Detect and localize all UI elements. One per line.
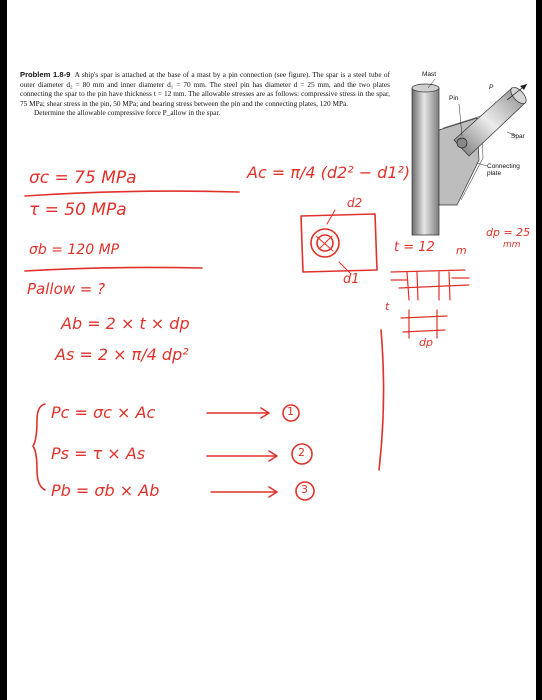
- note-d2-label: d2: [347, 196, 363, 210]
- note-dp-unit: mm: [503, 240, 521, 250]
- pin-label: Pin: [449, 95, 459, 102]
- problem-number: Problem 1.8-9: [20, 70, 71, 79]
- note-area-c: Ac = π/4 (d2² − d1²): [247, 163, 411, 182]
- note-t-unit: m: [456, 244, 467, 257]
- note-p-allow: Pallow = ?: [27, 280, 106, 298]
- note-sigma-c: σc = 75 MPa: [29, 168, 137, 188]
- note-dp-value: dp = 25: [486, 226, 531, 239]
- note-sketch-t: t: [385, 300, 390, 313]
- note-d1-label: d1: [343, 272, 360, 287]
- note-t-value: t = 12: [394, 240, 435, 255]
- note-pc: Pc = σc × Ac: [51, 403, 156, 422]
- circle-number-3: 3: [301, 483, 308, 496]
- spar-label: Spar: [511, 133, 525, 140]
- connecting-plate-label: Connecting plate: [487, 163, 520, 177]
- p-label: P: [489, 84, 494, 91]
- mast-label: Mast: [422, 71, 437, 78]
- problem-task: Determine the allowable compressive force P_allow in the spar.: [34, 108, 221, 118]
- note-as: As = 2 × π/4 dp²: [55, 345, 189, 364]
- note-sketch-dp: dp: [419, 336, 433, 349]
- note-pb: Pb = σb × Ab: [51, 481, 160, 500]
- note-ab: Ab = 2 × t × dp: [61, 314, 190, 333]
- circle-number-1: 1: [287, 405, 294, 418]
- note-ps: Ps = τ × As: [51, 444, 146, 463]
- circle-number-2: 2: [298, 446, 305, 459]
- problem-text: A ship's spar is attached at the base of a mast by a pin connection (see figure). The spar is a steel tube of outer diameter d₂ = 80 mm and inner diameter d₁ = 70 mm. The steel pin has diameter d = 25 mm, and the two plates connecting the spar to the pin have thickness t = 12 mm. The allowable stresses are as follows: compressive stress in the spar, 75 MPa; shear stress in the pin, 50 MPa; and bearing stress between the pin and the connecting plates, 120 MPa.: [20, 70, 390, 108]
- document-sheet: [7, 0, 536, 700]
- note-sigma-b: σb = 120 MP: [29, 242, 120, 258]
- note-tau: τ = 50 MPa: [29, 200, 127, 220]
